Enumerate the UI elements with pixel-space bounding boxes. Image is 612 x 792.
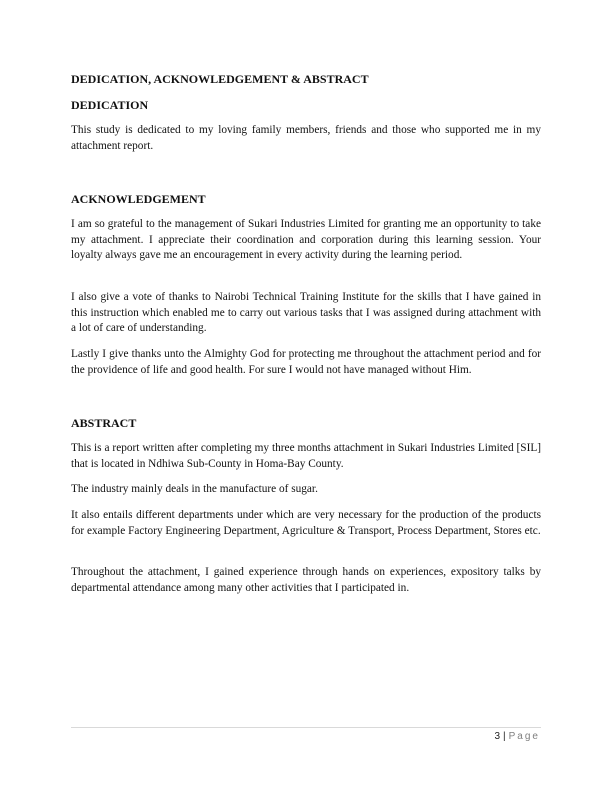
page-title: DEDICATION, ACKNOWLEDGEMENT & ABSTRACT (71, 72, 369, 86)
abstract-paragraph-1: This is a report written after completing my three months attachment in Sukari Industries Limited [SIL] that is located in Ndhiwa Sub-County in Homa-Bay County. (71, 442, 541, 470)
abstract-paragraph-3: It also entails different departments under which are very necessary for the production of the products for example Factory Engineering Department, Agriculture & Transport, Process Department, Stores etc. (71, 509, 541, 537)
dedication-paragraph-1: This study is dedicated to my loving family members, friends and those who supported me in my attachment report. (71, 124, 541, 152)
acknowledgement-paragraph-2: I also give a vote of thanks to Nairobi Technical Training Institute for the skills that I have gained in this instruction which enabled me to carry out various tasks that I was assigned during attachment with a lot of care of understanding. (71, 291, 541, 335)
dedication-heading: DEDICATION (71, 98, 149, 112)
abstract-paragraph-2: The industry mainly deals in the manufacture of sugar. (71, 483, 318, 495)
acknowledgement-paragraph-1: I am so grateful to the management of Sukari Industries Limited for granting me an opportunity to take my attachment. I appreciate their coordination and corporation during this learning session. Your loyalty always gave me an encouragement in every activity during the learning period. (71, 218, 541, 262)
footer-separator: | (503, 731, 506, 742)
page-footer (494, 731, 540, 742)
acknowledgement-paragraph-3: Lastly I give thanks unto the Almighty God for protecting me throughout the attachment period and for the providence of life and good health. For sure I would not have managed without Him. (71, 348, 541, 376)
page-number: 3 (494, 731, 501, 742)
footer-divider (71, 727, 541, 728)
acknowledgement-heading: ACKNOWLEDGEMENT (71, 192, 206, 206)
page-label: Page (508, 731, 540, 742)
abstract-heading: ABSTRACT (71, 416, 137, 430)
abstract-paragraph-4: Throughout the attachment, I gained experience through hands on experiences, expository talks by departmental attendance among many other activities that I participated in. (71, 566, 541, 594)
